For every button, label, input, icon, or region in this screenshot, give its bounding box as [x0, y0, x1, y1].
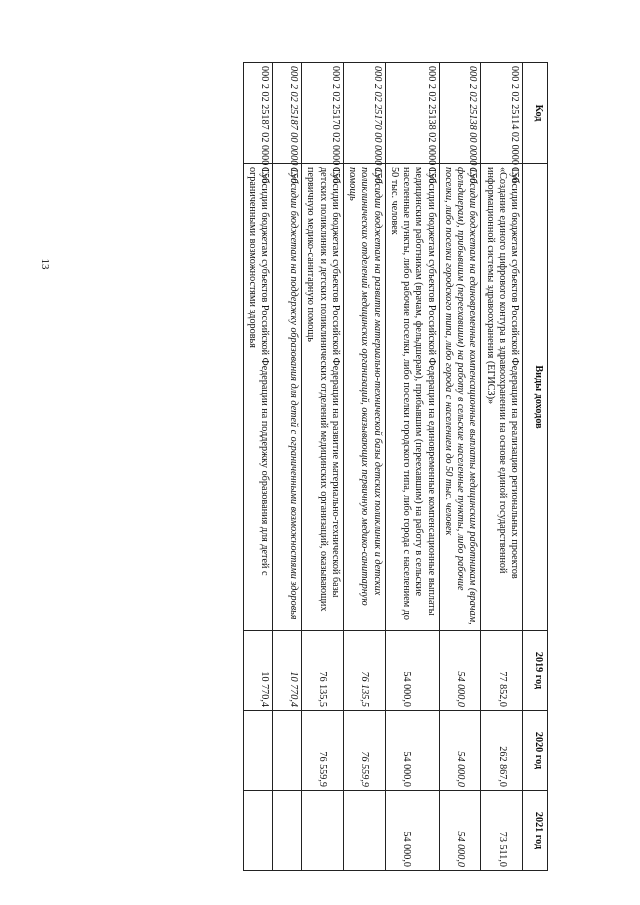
header-code: Код — [523, 63, 548, 164]
header-2020: 2020 год — [523, 711, 548, 791]
table-row — [302, 63, 344, 871]
cell-2020: 262 867,0 — [481, 711, 523, 791]
cell-code: 000 2 02 25138 00 0000 150 — [439, 63, 481, 164]
table-row — [243, 63, 272, 871]
cell-code: 000 2 02 25170 02 0000 150 — [302, 63, 344, 164]
revenue-table — [243, 62, 548, 871]
cell-2019: 54 000,0 — [439, 631, 481, 711]
header-2021: 2021 год — [523, 791, 548, 871]
cell-2020: 54 000,0 — [439, 711, 481, 791]
cell-2019: 76 135,5 — [302, 631, 344, 711]
cell-code: 000 2 02 25187 02 0000 150 — [243, 63, 272, 164]
table-body — [243, 63, 522, 871]
table-row — [273, 63, 302, 871]
cell-name: Субсидии бюджетам на единовременные компенсационные выплаты медицинским работникам (врачам, фельдшерам), прибывшим (переехавшим) на работу в сельские населенные пункты, либо рабочие поселки, либо поселки городского типа, либо города с населением до 50 тыс. человек — [439, 164, 481, 631]
cell-code: 000 2 02 25170 00 0000 150 — [343, 63, 385, 164]
cell-2020: 54 000,0 — [385, 711, 439, 791]
revenue-table-container — [88, 62, 548, 867]
cell-name: Субсидии бюджетам субъектов Российской Федерации на единовременные компенсационные выплаты медицинским работникам (врачам, фельдшерам), прибывшим (переехавшим) на работу в сельские населенные пункты, либо рабочие поселки, либо поселки городского типа, либо города с населением до 50 тыс. человек — [385, 164, 439, 631]
cell-2021: 73 511,0 — [481, 791, 523, 871]
table-row — [481, 63, 523, 871]
cell-2019: 10 770,4 — [273, 631, 302, 711]
cell-2019: 76 135,5 — [343, 631, 385, 711]
cell-2019: 54 000,0 — [385, 631, 439, 711]
cell-2021 — [273, 791, 302, 871]
header-2019: 2019 год — [523, 631, 548, 711]
cell-name: Субсидии бюджетам субъектов Российской Федерации на развитие материально-технической базы детских поликлиник и детских поликлинических отделений медицинских организаций, оказывающих первичную медико-санитарную помощь — [302, 164, 344, 631]
header-name: Виды доходов — [523, 164, 548, 631]
cell-2021 — [343, 791, 385, 871]
cell-2021 — [243, 791, 272, 871]
cell-name: Субсидии бюджетам субъектов Российской Федерации на реализацию региональных проектов «Создание единого цифрового контура в здравоохранении на основе единой государственной информационной системы здравоохранения (ЕГИСЗ)» — [481, 164, 523, 631]
cell-2020 — [273, 711, 302, 791]
cell-name: Субсидии бюджетам на поддержку образования для детей с ограниченными возможностями здоровья — [273, 164, 302, 631]
cell-2019: 77 852,0 — [481, 631, 523, 711]
table-header-row — [523, 63, 548, 871]
cell-2019: 10 770,4 — [243, 631, 272, 711]
cell-code: 000 2 02 25114 02 0000 150 — [481, 63, 523, 164]
cell-name: Субсидии бюджетам субъектов Российской Федерации на поддержку образования для детей с ограниченными возможностями здоровья — [243, 164, 272, 631]
cell-2021: 54 000,0 — [385, 791, 439, 871]
cell-name: Субсидии бюджетам на развитие материально-технической базы детских поликлиник и детских поликлинических отделений медицинских организаций, оказывающих первичную медико-санитарную помощь — [343, 164, 385, 631]
table-row — [343, 63, 385, 871]
table-row — [385, 63, 439, 871]
page-number: 13 — [39, 258, 51, 270]
cell-2020: 76 559,9 — [302, 711, 344, 791]
cell-2020: 76 559,9 — [343, 711, 385, 791]
table-row — [439, 63, 481, 871]
cell-2021: 54 000,0 — [439, 791, 481, 871]
cell-code: 000 2 02 25187 00 0000 150 — [273, 63, 302, 164]
cell-2021 — [302, 791, 344, 871]
cell-code: 000 2 02 25138 02 0000 150 — [385, 63, 439, 164]
cell-2020 — [243, 711, 272, 791]
